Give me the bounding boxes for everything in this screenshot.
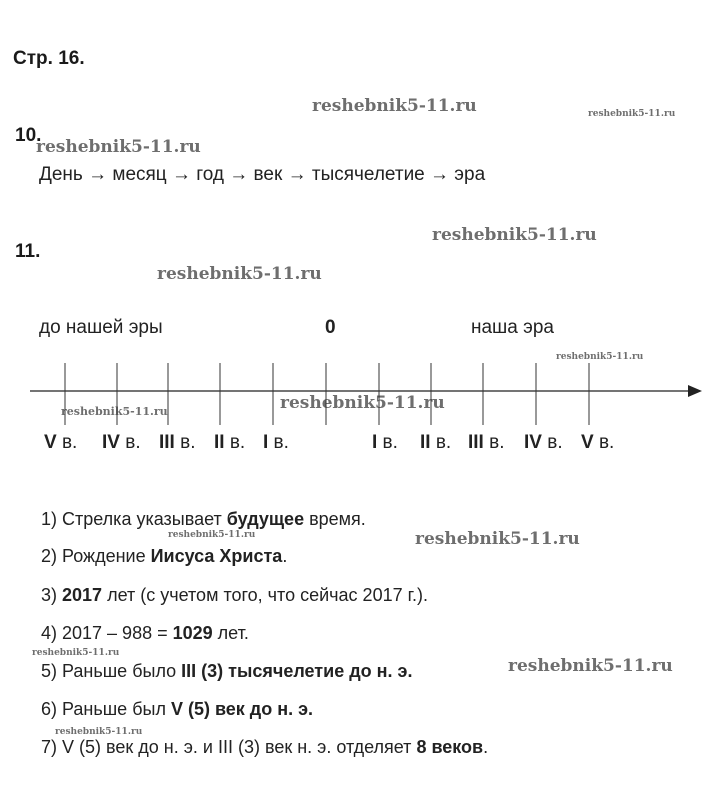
watermark: reshebnik5-11.ru — [55, 727, 143, 737]
timeline-ticks — [65, 363, 589, 425]
watermark: reshebnik5-11.ru — [61, 405, 168, 418]
watermark: reshebnik5-11.ru — [508, 656, 673, 676]
task-number-10: 10. — [15, 125, 42, 146]
century-label-ad-4: IV в. — [524, 432, 563, 453]
term-sequence: День → месяц → год → век → тысячелетие → эра — [39, 164, 486, 185]
task-number-11: 11. — [15, 241, 41, 262]
watermark: reshebnik5-11.ru — [280, 393, 445, 413]
answer-7: 7) V (5) век до н. э. и III (3) век н. э. отделяет 8 веков. — [41, 737, 489, 757]
watermark: reshebnik5-11.ru — [432, 225, 597, 245]
page-title: Стр. 16. — [13, 48, 85, 69]
timeline-label-bc: до нашей эры — [39, 317, 163, 338]
watermark: reshebnik5-11.ru — [312, 96, 477, 116]
century-label-bc-1: I в. — [263, 432, 289, 453]
answer-4: 4) 2017 – 988 = 1029 лет. — [41, 623, 249, 643]
watermark: reshebnik5-11.ru — [32, 648, 120, 658]
century-label-bc-5: V в. — [44, 432, 78, 453]
answer-1: 1) Стрелка указывает будущее время. — [41, 509, 366, 529]
watermark: reshebnik5-11.ru — [556, 352, 644, 362]
timeline-arrow — [688, 385, 702, 397]
answer-3: 3) 2017 лет (с учетом того, что сейчас 2017 г.). — [41, 585, 428, 605]
century-label-ad-5: V в. — [581, 432, 615, 453]
answer-2: 2) Рождение Иисуса Христа. — [41, 546, 288, 566]
century-label-bc-4: IV в. — [102, 432, 141, 453]
watermark: reshebnik5-11.ru — [36, 137, 201, 157]
century-label-bc-2: II в. — [214, 432, 246, 453]
watermark: reshebnik5-11.ru — [168, 530, 256, 540]
watermark: reshebnik5-11.ru — [415, 529, 580, 549]
century-label-ad-1: I в. — [372, 432, 398, 453]
timeline-label-ad: наша эра — [471, 317, 554, 338]
century-label-ad-3: III в. — [468, 432, 505, 453]
answer-5: 5) Раньше было III (3) тысячелетие до н. э. — [41, 661, 413, 681]
watermark: reshebnik5-11.ru — [157, 264, 322, 284]
timeline-label-zero: 0 — [325, 317, 336, 338]
watermark: reshebnik5-11.ru — [588, 109, 676, 119]
century-label-bc-3: III в. — [159, 432, 196, 453]
answer-6: 6) Раньше был V (5) век до н. э. — [41, 699, 314, 719]
century-label-ad-2: II в. — [420, 432, 452, 453]
